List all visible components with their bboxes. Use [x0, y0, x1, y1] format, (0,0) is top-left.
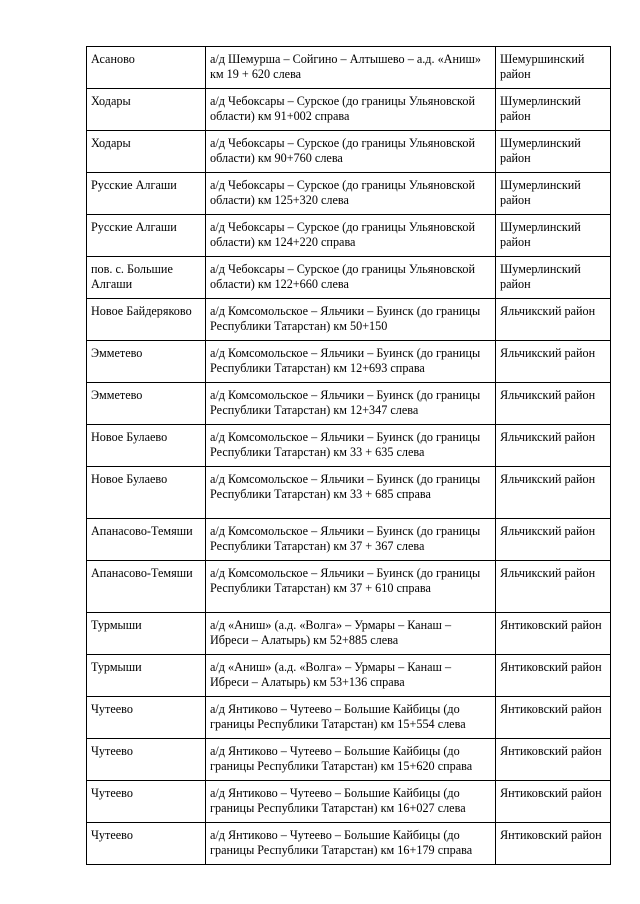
district-cell: Янтиковский район: [496, 613, 611, 655]
settlement-cell: Эмметево: [87, 383, 206, 425]
settlement-cell: Апанасово-Темяши: [87, 519, 206, 561]
district-cell: Яльчикский район: [496, 561, 611, 613]
table-row: [87, 519, 611, 561]
settlement-cell: Русские Алгаши: [87, 215, 206, 257]
settlement-cell: Апанасово-Темяши: [87, 561, 206, 613]
table-row: [87, 383, 611, 425]
road-location-cell: а/д Янтиково – Чутеево – Большие Кайбицы (до границы Республики Татарстан) км 16+179 справа: [206, 823, 496, 865]
district-cell: Янтиковский район: [496, 781, 611, 823]
table-row: [87, 467, 611, 519]
road-location-cell: а/д Чебоксары – Сурское (до границы Ульяновской области) км 124+220 справа: [206, 215, 496, 257]
settlement-cell: Турмыши: [87, 655, 206, 697]
settlement-cell: пов. с. Большие Алгаши: [87, 257, 206, 299]
district-cell: Яльчикский район: [496, 299, 611, 341]
road-location-cell: а/д Комсомольское – Яльчики – Буинск (до границы Республики Татарстан) км 37 + 367 слева: [206, 519, 496, 561]
table-row: [87, 781, 611, 823]
table-row: [87, 215, 611, 257]
table-row: [87, 823, 611, 865]
table-row: [87, 47, 611, 89]
road-location-cell: а/д Комсомольское – Яльчики – Буинск (до границы Республики Татарстан) км 12+347 слева: [206, 383, 496, 425]
district-cell: Янтиковский район: [496, 655, 611, 697]
district-cell: Яльчикский район: [496, 341, 611, 383]
settlement-cell: Новое Булаево: [87, 425, 206, 467]
settlement-cell: Чутеево: [87, 823, 206, 865]
table-row: [87, 89, 611, 131]
district-cell: Шумерлинский район: [496, 215, 611, 257]
settlement-cell: Чутеево: [87, 781, 206, 823]
table-row: [87, 739, 611, 781]
road-location-cell: а/д Комсомольское – Яльчики – Буинск (до границы Республики Татарстан) км 37 + 610 справа: [206, 561, 496, 613]
settlement-cell: Новое Байдеряково: [87, 299, 206, 341]
table-row: [87, 697, 611, 739]
settlement-cell: Новое Булаево: [87, 467, 206, 519]
district-cell: Шемуршинский район: [496, 47, 611, 89]
district-cell: Шумерлинский район: [496, 173, 611, 215]
road-location-cell: а/д Янтиково – Чутеево – Большие Кайбицы (до границы Республики Татарстан) км 15+554 слева: [206, 697, 496, 739]
district-cell: Яльчикский район: [496, 467, 611, 519]
settlement-cell: Чутеево: [87, 739, 206, 781]
district-cell: Яльчикский район: [496, 425, 611, 467]
road-location-cell: а/д Янтиково – Чутеево – Большие Кайбицы (до границы Республики Татарстан) км 16+027 слева: [206, 781, 496, 823]
road-location-cell: а/д Шемурша – Сойгино – Алтышево – а.д. «Аниш» км 19 + 620 слева: [206, 47, 496, 89]
settlement-cell: Ходары: [87, 89, 206, 131]
settlement-cell: Асаново: [87, 47, 206, 89]
table-row: [87, 257, 611, 299]
road-location-cell: а/д Комсомольское – Яльчики – Буинск (до границы Республики Татарстан) км 50+150: [206, 299, 496, 341]
bus-stop-table: [86, 46, 611, 865]
table-row: [87, 613, 611, 655]
table-row: [87, 131, 611, 173]
settlement-cell: Эмметево: [87, 341, 206, 383]
road-location-cell: а/д «Аниш» (а.д. «Волга» – Урмары – Канаш – Ибреси – Алатырь) км 52+885 слева: [206, 613, 496, 655]
table-row: [87, 561, 611, 613]
district-cell: Шумерлинский район: [496, 257, 611, 299]
district-cell: Яльчикский район: [496, 519, 611, 561]
road-location-cell: а/д «Аниш» (а.д. «Волга» – Урмары – Канаш – Ибреси – Алатырь) км 53+136 справа: [206, 655, 496, 697]
settlement-cell: Чутеево: [87, 697, 206, 739]
district-cell: Шумерлинский район: [496, 131, 611, 173]
table-row: [87, 299, 611, 341]
settlement-cell: Русские Алгаши: [87, 173, 206, 215]
district-cell: Яльчикский район: [496, 383, 611, 425]
road-location-cell: а/д Чебоксары – Сурское (до границы Ульяновской области) км 125+320 слева: [206, 173, 496, 215]
road-location-cell: а/д Комсомольское – Яльчики – Буинск (до границы Республики Татарстан) км 12+693 справа: [206, 341, 496, 383]
road-location-cell: а/д Комсомольское – Яльчики – Буинск (до границы Республики Татарстан) км 33 + 685 справа: [206, 467, 496, 519]
road-location-cell: а/д Чебоксары – Сурское (до границы Ульяновской области) км 90+760 слева: [206, 131, 496, 173]
table-row: [87, 173, 611, 215]
district-cell: Янтиковский район: [496, 697, 611, 739]
district-cell: Янтиковский район: [496, 739, 611, 781]
road-location-cell: а/д Чебоксары – Сурское (до границы Ульяновской области) км 91+002 справа: [206, 89, 496, 131]
district-cell: Янтиковский район: [496, 823, 611, 865]
road-location-cell: а/д Янтиково – Чутеево – Большие Кайбицы (до границы Республики Татарстан) км 15+620 справа: [206, 739, 496, 781]
road-location-cell: а/д Чебоксары – Сурское (до границы Ульяновской области) км 122+660 слева: [206, 257, 496, 299]
settlement-cell: Ходары: [87, 131, 206, 173]
settlement-cell: Турмыши: [87, 613, 206, 655]
table-row: [87, 425, 611, 467]
table-row: [87, 655, 611, 697]
table-row: [87, 341, 611, 383]
road-location-cell: а/д Комсомольское – Яльчики – Буинск (до границы Республики Татарстан) км 33 + 635 слева: [206, 425, 496, 467]
district-cell: Шумерлинский район: [496, 89, 611, 131]
